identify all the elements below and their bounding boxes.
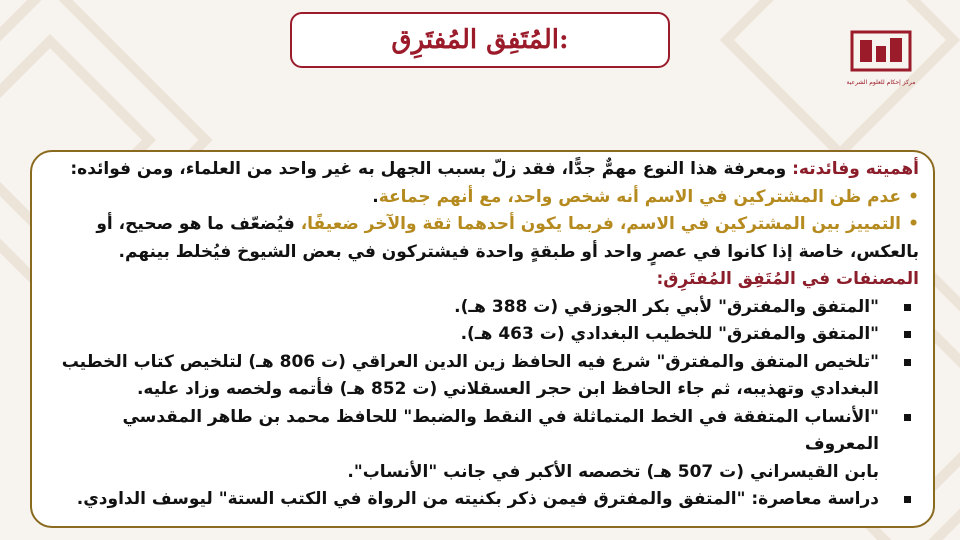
works-item — [48, 321, 919, 349]
works-item-continuation: البغدادي وتهذيبه، ثم جاء الحافظ ابن حجر العسقلاني (ت 852 هـ) فأتمه ولخصه وزاد عليه. — [136, 379, 879, 399]
logo-subtitle: مركز إحكام للعلوم الشرعية — [846, 79, 916, 86]
works-item-continuation: بابن القيسراني (ت 507 هـ) تخصصه الأكبر في جانب "الأنساب". — [347, 461, 879, 482]
works-item — [48, 486, 919, 514]
square-bullet-icon — [904, 496, 911, 503]
importance-line — [48, 156, 919, 184]
logo — [846, 28, 916, 98]
works-item-text: "الأنساب المتفقة في الخط المتماثلة في النقط والضبط" للحافظ محمد بن طاهر المقدسي المعروف — [122, 406, 879, 454]
works-item-text: "المتفق والمفترق" لأبي بكر الجوزقي (ت 388 هـ). — [454, 296, 879, 317]
bullet-tail-text: فيُضعّف ما هو صحيح، أو — [96, 214, 301, 234]
works-item-text: "المتفق والمفترق" للخطيب البغدادي (ت 463 هـ). — [460, 324, 879, 344]
title-box — [290, 12, 670, 68]
importance-bullet — [48, 211, 919, 239]
works-item-text: دراسة معاصرة: "المتفق والمفترق فيمن ذكر بكنيته من الرواة في الكتب الستة" ليوسف الداودي. — [76, 489, 879, 509]
square-bullet-icon — [904, 359, 911, 366]
content-box — [30, 150, 935, 528]
works-item — [48, 349, 919, 377]
square-bullet-icon — [904, 331, 911, 338]
page-title: المُتَفِق المُفتَرِق: — [391, 25, 569, 55]
works-item — [48, 294, 919, 322]
square-bullet-icon — [904, 304, 911, 311]
square-bullet-icon — [904, 414, 911, 421]
bullet-dot-icon: • — [908, 214, 919, 234]
works-item-text: "تلخيص المتفق والمفترق" شرع فيه الحافظ زين الدين العراقي (ت 806 هـ) لتلخيص كتاب الخطيب — [61, 351, 879, 372]
bullet-gold-text: التمييز بين المشتركين في الاسم، فربما يكون أحدهما ثقة والآخر ضعيفًا، — [300, 214, 901, 234]
importance-label: أهميته وفائدته: — [792, 159, 919, 179]
bullet-gold-text: عدم ظن المشتركين في الاسم أنه شخص واحد، مع أنهم جماعة — [378, 186, 901, 207]
works-item — [48, 404, 919, 459]
importance-text: ومعرفة هذا النوع مهمٌّ جدًّا، فقد زلّ بسبب الجهل به غير واحد من العلماء، ومن فوائده: — [70, 159, 787, 179]
bullet-dot-icon: • — [908, 186, 919, 207]
importance-bullet — [48, 184, 919, 212]
bullet-continuation: بالعكس، خاصة إذا كانوا في عصرٍ واحد أو طبقةٍ واحدة فيشتركون في بعض الشيوخ فيُخلط بينهم. — [118, 241, 919, 262]
logo-icon — [846, 28, 916, 74]
bullet-tail-text: . — [372, 186, 379, 207]
works-heading: المصنفات في المُتَفِق المُفتَرِق: — [656, 269, 919, 289]
